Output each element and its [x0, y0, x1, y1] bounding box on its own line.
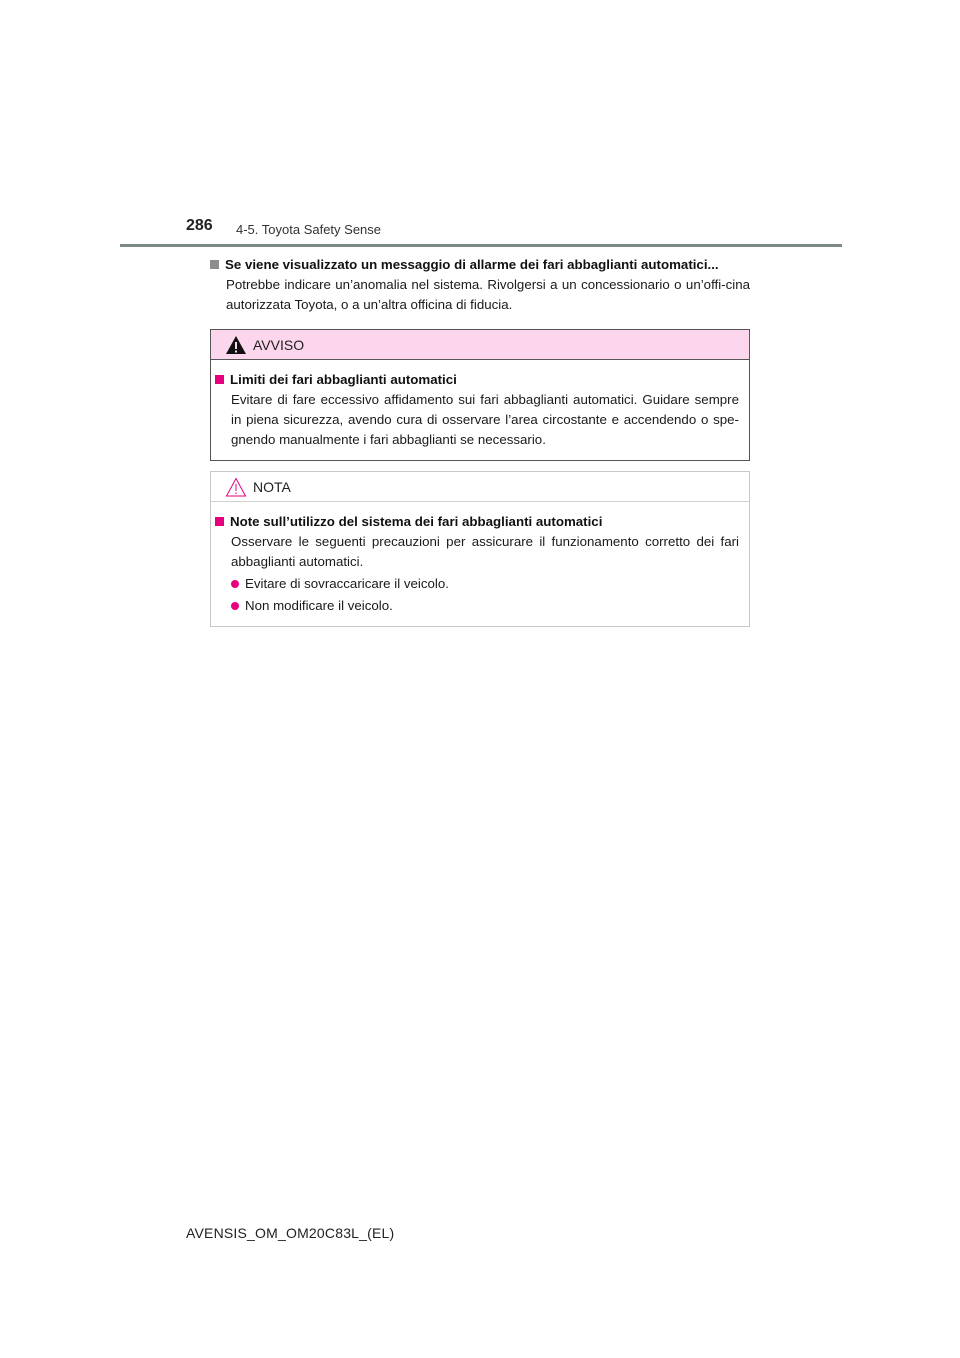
header-divider: [120, 244, 842, 247]
nota-title: NOTA: [253, 478, 291, 495]
avviso-heading-text: Limiti dei fari abbaglianti automatici: [230, 372, 457, 387]
caution-outline-icon: [225, 477, 247, 497]
nota-text: Osservare le seguenti precauzioni per assicurare il funzionamento corretto dei fari abbaglianti automatici.: [231, 534, 739, 569]
nota-header: [211, 472, 749, 502]
list-item: [231, 596, 739, 616]
document-code: AVENSIS_OM_OM20C83L_(EL): [186, 1225, 395, 1241]
intro-text: Potrebbe indicare un’anomalia nel sistema. Rivolgersi a un concessionario o un’offi-cina autorizzata Toyota, o a un’altra officina di fiducia.: [226, 277, 750, 312]
list-item: [231, 574, 739, 594]
nota-item-heading: [215, 512, 739, 532]
nota-body: [211, 502, 749, 626]
avviso-body: [211, 360, 749, 460]
intro-heading-text: Se viene visualizzato un messaggio di allarme dei fari abbaglianti automatici...: [225, 257, 719, 272]
page-content: [210, 255, 750, 627]
avviso-title: AVVISO: [253, 336, 305, 353]
bullet-text: Non modificare il veicolo.: [245, 598, 393, 613]
pink-square-icon: [215, 375, 224, 384]
intro-heading: [210, 255, 750, 275]
bullet-text: Evitare di sovraccaricare il veicolo.: [245, 576, 449, 591]
page-number: 286: [186, 217, 213, 234]
bullet-dot-icon: [231, 580, 239, 588]
avviso-text: Evitare di fare eccessivo affidamento sui fari abbaglianti automatici. Guidare sempre in piena sicurezza, avendo cura di osservare l’area circostante e accendendo o spe-gnendo manualmente i fari abbaglianti se necessario.: [231, 392, 739, 447]
avviso-item-heading: [215, 370, 739, 390]
pink-square-icon: [215, 517, 224, 526]
nota-heading-text: Note sull’utilizzo del sistema dei fari abbaglianti automatici: [230, 514, 603, 529]
avviso-header: [211, 330, 749, 360]
warning-icon: [225, 335, 247, 355]
bullet-dot-icon: [231, 602, 239, 610]
avviso-box: [210, 329, 750, 461]
section-title: 4-5. Toyota Safety Sense: [236, 222, 382, 237]
grey-square-icon: [210, 260, 219, 269]
nota-box: [210, 471, 750, 627]
